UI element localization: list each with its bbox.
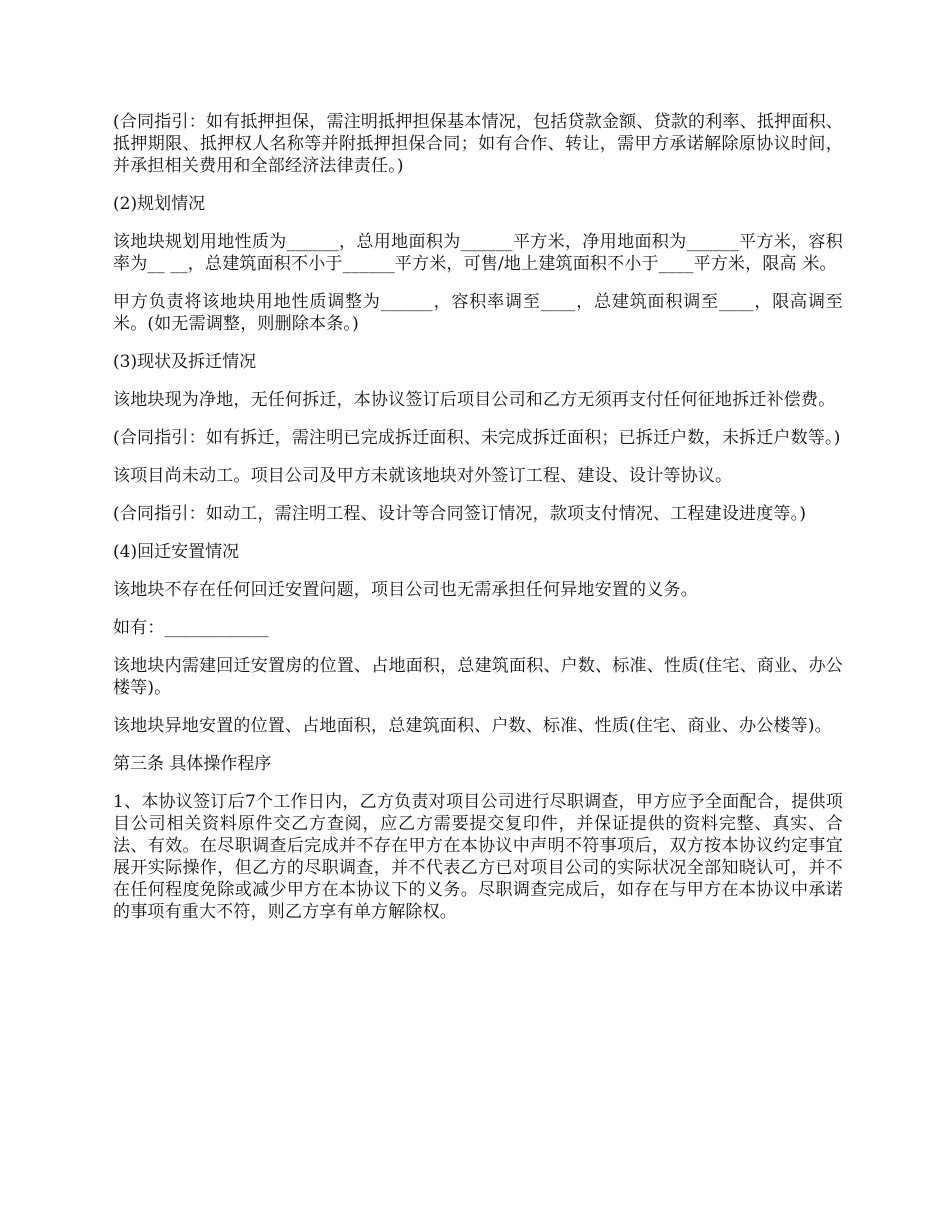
demolition-section-heading: (3)现状及拆迁情况 bbox=[113, 352, 257, 372]
resettlement-section-heading: (4)回迁安置情况 bbox=[113, 542, 240, 562]
onsite-resettlement-paragraph: 该地块内需建回迁安置房的位置、占地面积，总建筑面积、户数、标准、性质(住宅、商业、办公楼等)。 bbox=[113, 656, 843, 698]
resettlement-status-paragraph: 该地块不存在任何回迁安置问题，项目公司也无需承担任何异地安置的义务。 bbox=[113, 580, 698, 600]
mortgage-guidance-note: (合同指引：如有抵押担保，需注明抵押担保基本情况，包括贷款金额、贷款的利率、抵押面积、抵押期限、抵押权人名称等并附抵押担保合同；如有合作、转让，需甲方承诺解除原协议时间，并承担相关费用和全部经济法律责任。) bbox=[113, 112, 843, 176]
document-page bbox=[113, 111, 843, 923]
demolition-guidance-note: (合同指引：如有拆迁，需注明已完成拆迁面积、未完成拆迁面积；已拆迁户数，未拆迁户数等。) bbox=[113, 428, 841, 448]
if-any-blank-line: 如有：____________ bbox=[113, 618, 269, 638]
planning-section-heading: (2)规划情况 bbox=[113, 194, 206, 214]
land-status-paragraph: 该地块现为净地，无任何拆迁，本协议签订后项目公司和乙方无须再支付任何征地拆迁补偿费。 bbox=[113, 390, 836, 410]
planning-details-paragraph: 该地块规划用地性质为______，总用地面积为______平方米，净用地面积为______平方米，容积率为__ __，总建筑面积不小于______平方米，可售/地上建筑面积不小于____平方米，限高 米。 bbox=[113, 232, 843, 274]
planning-adjustment-paragraph: 甲方负责将该地块用地性质调整为______，容积率调至____，总建筑面积调至____，限高调至 米。(如无需调整，则删除本条。) bbox=[113, 292, 843, 334]
construction-guidance-note: (合同指引：如动工，需注明工程、设计等合同签订情况，款项支付情况、工程建设进度等。) bbox=[113, 504, 807, 524]
due-diligence-paragraph: 1、本协议签订后7个工作日内，乙方负责对项目公司进行尽职调查，甲方应予全面配合，提供项目公司相关资料原件交乙方查阅，应乙方需要提交复印件，并保证提供的资料完整、真实、合法、有效。在尽职调查后完成并不存在甲方在本协议中声明不符事项后，双方按本协议约定事宜展开实际操作，但乙方的尽职调查，并不代表乙方已对项目公司的实际状况全部知晓认可，并不在任何程度免除或减少甲方在本协议下的义务。尽职调查完成后，如存在与甲方在本协议中承诺的事项有重大不符，则乙方享有单方解除权。 bbox=[113, 792, 843, 922]
construction-status-paragraph: 该项目尚未动工。项目公司及甲方未就该地块对外签订工程、建设、设计等协议。 bbox=[113, 466, 733, 486]
article-three-heading: 第三条 具体操作程序 bbox=[113, 754, 272, 774]
offsite-resettlement-paragraph: 该地块异地安置的位置、占地面积，总建筑面积、户数、标准、性质(住宅、商业、办公楼等)。 bbox=[113, 716, 832, 736]
